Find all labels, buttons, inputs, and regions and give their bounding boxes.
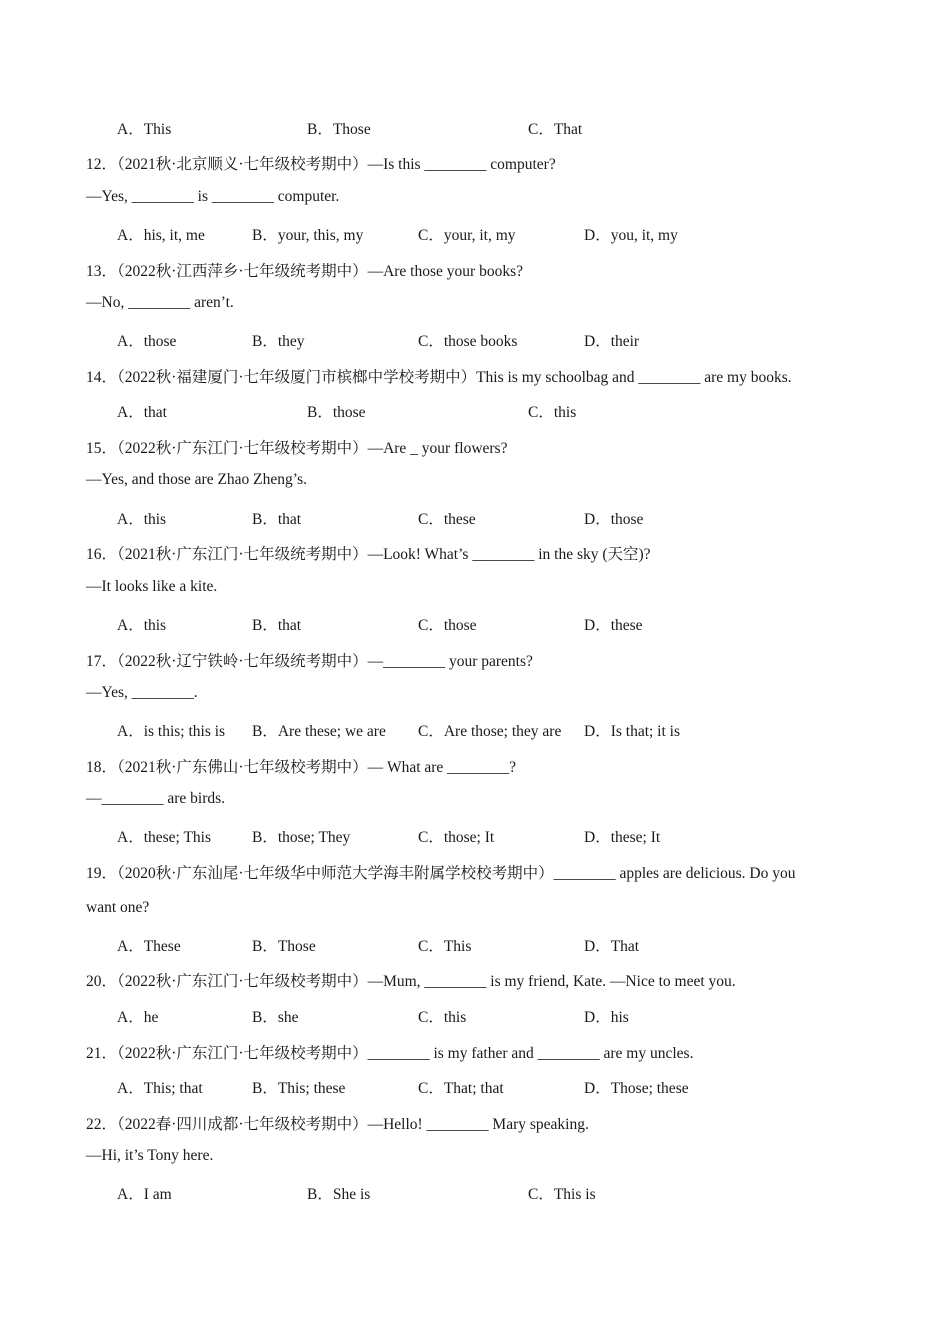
q11-option-b: B．Those (307, 121, 371, 138)
q15-option-b: B．that (252, 511, 302, 528)
q17-option-d: D．Is that; it is (584, 723, 681, 740)
q19-question: 19．（2020秋·广东汕尾·七年级华中师范大学海丰附属学校校考期中）________ apples are delicious. Do you (86, 865, 796, 882)
q18-answer-line: —________ are birds. (86, 790, 226, 807)
q16-option-d: D．these (584, 617, 643, 634)
q12-option-b: B．your, this, my (252, 227, 364, 244)
q15-option-d: D．those (584, 511, 644, 528)
q12-option-d: D．you, it, my (584, 227, 678, 244)
q15-option-a: A．this (117, 511, 167, 528)
q13-option-d: D．their (584, 333, 640, 350)
q21-option-b: B．This; these (252, 1080, 346, 1097)
q16-answer-line: —It looks like a kite. (86, 578, 218, 595)
q22-option-a: A．I am (117, 1186, 172, 1203)
q20-option-a: A．he (117, 1009, 159, 1026)
q16-option-a: A．this (117, 617, 167, 634)
q19-option-c: C．This (418, 938, 472, 955)
q12-question: 12．（2021秋·北京顺义·七年级校考期中）—Is this ________ computer? (86, 156, 556, 173)
q12-answer-line: —Yes, ________ is ________ computer. (86, 188, 340, 205)
q15-option-c: C．these (418, 511, 476, 528)
q20-question: 20．（2022秋·广东江门·七年级校考期中）—Mum, ________ is my friend, Kate. —Nice to meet you. (86, 973, 736, 990)
q21-question: 21．（2022秋·广东江门·七年级校考期中）________ is my father and ________ are my uncles. (86, 1045, 694, 1062)
q11-option-a: A．This (117, 121, 172, 138)
q17-answer-line: —Yes, ________. (86, 684, 198, 701)
q12-option-c: C．your, it, my (418, 227, 516, 244)
q21-option-d: D．Those; these (584, 1080, 689, 1097)
q21-option-c: C．That; that (418, 1080, 504, 1097)
q14-option-a: A．that (117, 404, 167, 421)
q16-question: 16．（2021秋·广东江门·七年级统考期中）—Look! What’s ________ in the sky (天空)? (86, 546, 651, 563)
q17-option-c: C．Are those; they are (418, 723, 562, 740)
q18-question: 18．（2021秋·广东佛山·七年级校考期中）— What are ________? (86, 759, 517, 776)
q12-option-a: A．his, it, me (117, 227, 205, 244)
q11-option-c: C．That (528, 121, 583, 138)
q19-option-d: D．That (584, 938, 640, 955)
q22-option-c: C．This is (528, 1186, 596, 1203)
q14-option-c: C．this (528, 404, 577, 421)
q15-answer-line: —Yes, and those are Zhao Zheng’s. (86, 471, 307, 488)
q14-question: 14．（2022秋·福建厦门·七年级厦门市槟榔中学校考期中）This is my schoolbag and ________ are my books. (86, 369, 792, 386)
q13-option-b: B．they (252, 333, 305, 350)
q22-question: 22．（2022春·四川成都·七年级校考期中）—Hello! ________ Mary speaking. (86, 1116, 589, 1133)
q15-question: 15．（2022秋·广东江门·七年级校考期中）—Are _ your flowers? (86, 440, 508, 457)
q22-answer-line: —Hi, it’s Tony here. (86, 1147, 214, 1164)
q13-question: 13．（2022秋·江西萍乡·七年级统考期中）—Are those your books? (86, 263, 523, 280)
q13-answer-line: —No, ________ aren’t. (86, 294, 234, 311)
q20-option-b: B．she (252, 1009, 299, 1026)
q13-option-a: A．those (117, 333, 177, 350)
q14-option-b: B．those (307, 404, 366, 421)
q20-option-c: C．this (418, 1009, 467, 1026)
q19-option-b: B．Those (252, 938, 316, 955)
q17-option-a: A．is this; this is (117, 723, 226, 740)
q20-option-d: D．his (584, 1009, 629, 1026)
q22-option-b: B．She is (307, 1186, 371, 1203)
q18-option-b: B．those; They (252, 829, 351, 846)
q17-question: 17．（2022秋·辽宁铁岭·七年级统考期中）—________ your parents? (86, 653, 533, 670)
q19-question-cont: want one? (86, 899, 150, 916)
q19-option-a: A．These (117, 938, 181, 955)
q18-option-c: C．those; It (418, 829, 495, 846)
q18-option-a: A．these; This (117, 829, 211, 846)
q16-option-b: B．that (252, 617, 302, 634)
q21-option-a: A．This; that (117, 1080, 203, 1097)
q18-option-d: D．these; It (584, 829, 661, 846)
q17-option-b: B．Are these; we are (252, 723, 386, 740)
q13-option-c: C．those books (418, 333, 518, 350)
q16-option-c: C．those (418, 617, 477, 634)
